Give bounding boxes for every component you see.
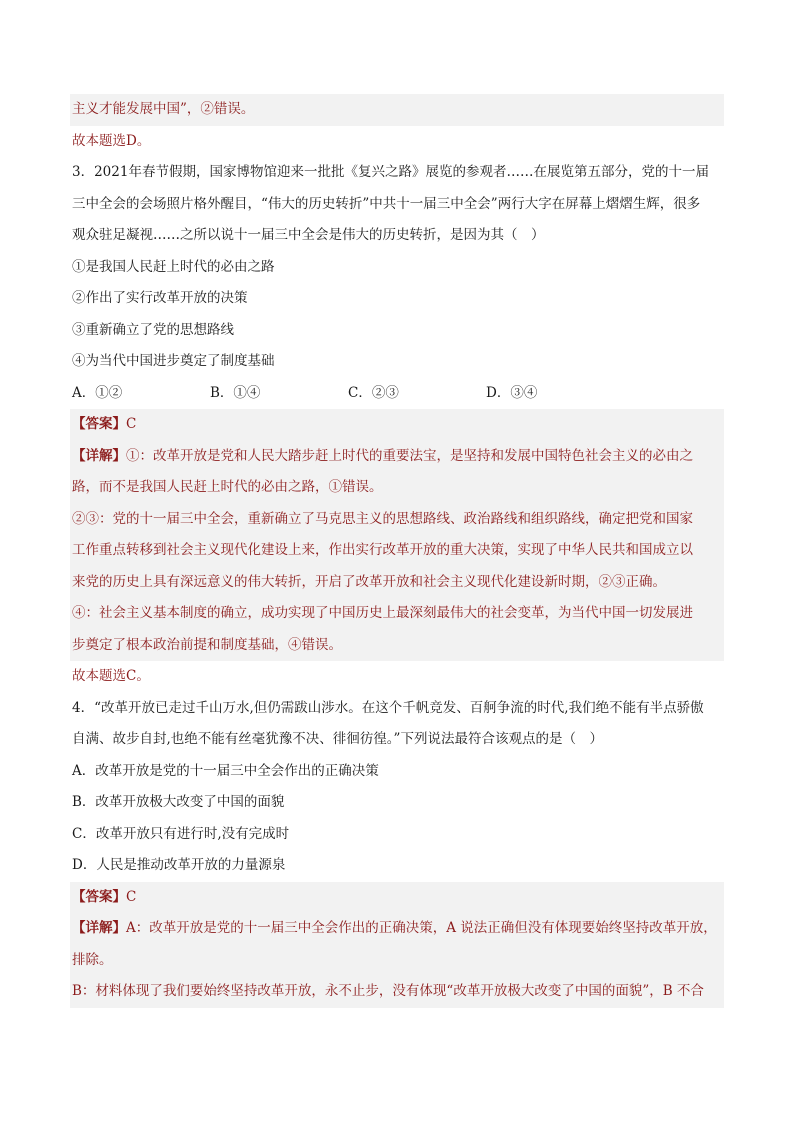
q3-explanation-line: 路，而不是我国人民赶上时代的必由之路，①错误。 [70, 472, 724, 504]
q4-stem-line: 4．“改革开放已走过千山万水,但仍需跋山涉水。在这个千帆竞发、百舸争流的时代,我们绝不能有半点骄傲 [72, 699, 704, 716]
q4-answer [70, 882, 724, 914]
q4-explain-label: 【详解】 [72, 920, 126, 936]
q3-statement: ②作出了实行改革开放的决策 [72, 290, 248, 306]
q3-conclusion: 故本题选C。 [72, 668, 150, 684]
q3-explanation-line [70, 441, 724, 473]
q4-explanation-line: B：材料体现了我们要始终坚持改革开放，永不止步，没有体现“改革开放极大改变了中国的面貌”，B 不合 [70, 976, 724, 1008]
q3-answer [70, 409, 724, 441]
q4-explanation-line [70, 913, 724, 945]
q4-option-d: D．人民是推动改革开放的力量源泉 [72, 857, 286, 873]
q4-stem-line: 自满、故步自封,也绝不能有丝毫犹豫不决、徘徊彷徨。”下列说法最符合该观点的是（ ） [72, 731, 603, 747]
q4-option-a: A．改革开放是党的十一届三中全会作出的正确决策 [72, 762, 379, 779]
q3-answer-value: C [126, 416, 137, 432]
q3-option-c: C．②③ [348, 384, 399, 401]
prev-explanation-line: 主义才能发展中国”，②错误。 [70, 94, 724, 126]
q3-explanation-line: 工作重点转移到社会主义现代化建设上来，作出实行改革开放的重大决策，实现了中华人民共和国成立以 [70, 535, 724, 567]
q4-option-b: B．改革开放极大改变了中国的面貌 [72, 794, 285, 810]
q3-explanation-line: ②③：党的十一届三中全会，重新确立了马克思主义的思想路线、政治路线和组织路线，确定把党和国家 [70, 504, 724, 536]
q4-explain-text: A：改革开放是党的十一届三中全会作出的正确决策，A 说法正确但没有体现要始终坚持改革开放， [126, 920, 717, 936]
q3-stem-line: 三中全会的会场照片格外醒目，“伟大的历史转折”中共十一届三中全会”两行大字在屏幕上熠熠生辉，很多 [72, 195, 701, 212]
q3-stem-line: 3．2021年春节假期，国家博物馆迎来一批批《复兴之路》展览的参观者……在展览第五部分，党的十一届 [72, 164, 709, 180]
q3-statement: ④为当代中国进步奠定了制度基础 [72, 353, 275, 369]
q3-options [70, 378, 724, 410]
q3-statement: ①是我国人民赶上时代的必由之路 [72, 258, 275, 275]
q3-statement: ③重新确立了党的思想路线 [72, 321, 234, 338]
q3-option-a: A．①② [72, 384, 123, 401]
prev-conclusion: 故本题选D。 [72, 132, 151, 149]
q3-option-d: D．③④ [486, 384, 538, 401]
q4-answer-value: C [126, 888, 137, 905]
q3-option-b: B．①④ [210, 384, 261, 401]
q4-answer-label: 【答案】 [72, 888, 126, 905]
q3-explain-label: 【详解】 [72, 447, 126, 464]
q3-answer-label: 【答案】 [72, 416, 126, 432]
q4-explanation-line: 排除。 [70, 945, 724, 977]
q3-explanation-line: 步奠定了根本政治前提和制度基础，④错误。 [70, 630, 724, 662]
q3-explanation-line: 来党的历史上具有深远意义的伟大转折，开启了改革开放和社会主义现代化建设新时期，②③正确。 [70, 567, 724, 599]
q4-option-c: C．改革开放只有进行时,没有完成时 [72, 825, 290, 842]
document-page [70, 94, 724, 1008]
q3-explain-text: ①：改革开放是党和人民大踏步赶上时代的重要法宝，是坚持和发展中国特色社会主义的必由之 [126, 447, 693, 464]
q3-stem-line: 观众驻足凝视……之所以说十一届三中全会是伟大的历史转折，是因为其（ ） [72, 227, 545, 243]
q3-explanation-line: ④：社会主义基本制度的确立，成功实现了中国历史上最深刻最伟大的社会变革，为当代中国一切发展进 [70, 598, 724, 630]
